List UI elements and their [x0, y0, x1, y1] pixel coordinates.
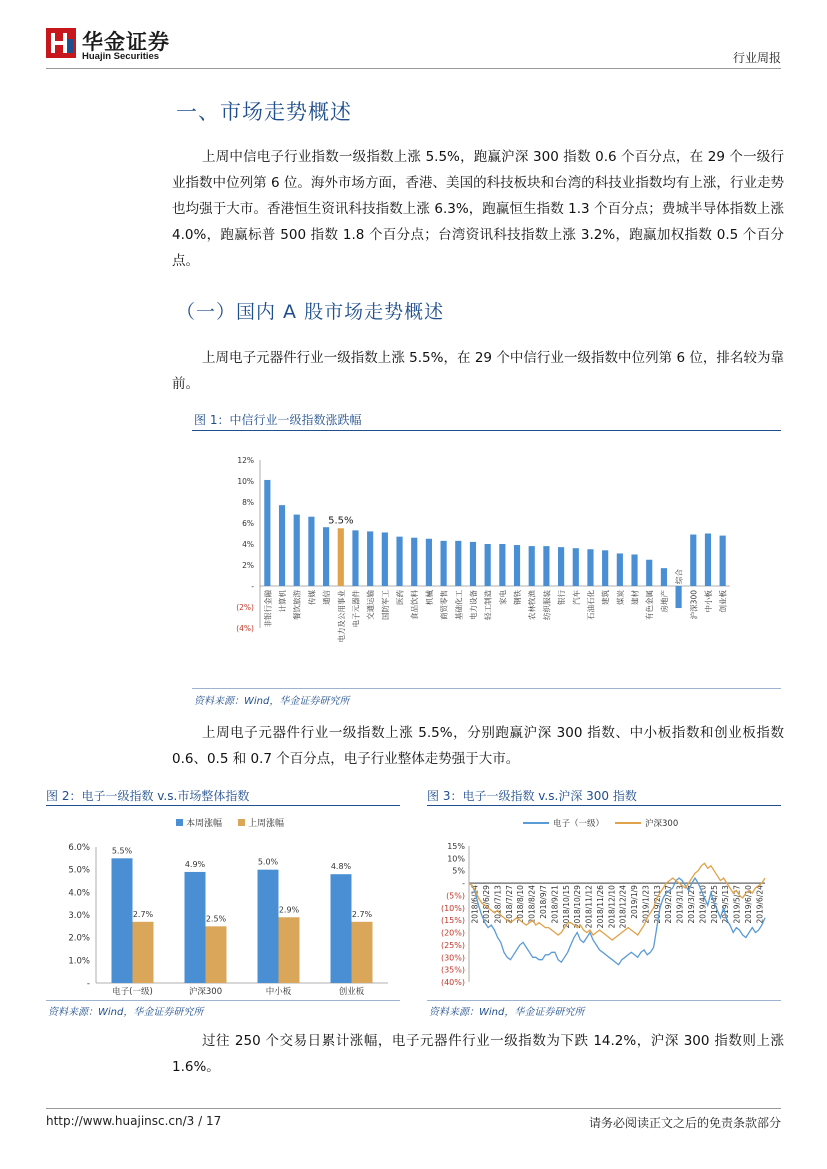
bar-创业板 [720, 536, 726, 586]
figure1-source-rule [192, 688, 781, 689]
y-tick-label: (40%) [440, 978, 465, 987]
x-tick-label: 2018/12/10 [607, 885, 617, 929]
x-tick-label: 2018/6/14 [470, 885, 480, 924]
bar-电力设备 [470, 542, 476, 586]
x-tick-label: 2018/7/27 [504, 885, 514, 924]
figure2-source-rule [46, 1000, 400, 1001]
x-tick-label: 2019/5/27 [732, 885, 742, 924]
bar-汽车 [573, 548, 579, 586]
x-tick-label: 纺织服装 [542, 590, 552, 620]
y-tick-label: (35%) [440, 965, 465, 975]
bar-非银行金融 [264, 480, 270, 586]
legend-label-electronics: 电子（一级） [553, 819, 605, 829]
y-tick-label: 4.0% [68, 888, 90, 899]
figure2-chart [46, 809, 400, 999]
x-tick-label: 基础化工 [454, 590, 464, 620]
bar-餐饮旅游 [294, 515, 300, 586]
x-tick-label: 2018/11/12 [584, 885, 594, 929]
y-tick-label: (10%) [440, 903, 465, 913]
y-tick-label: 6% [242, 519, 254, 528]
legend-swatch-last-week [238, 819, 245, 826]
y-tick-label: 3.0% [68, 911, 90, 921]
x-tick-label: 电子元器件 [351, 590, 361, 628]
x-tick-label: 医药 [395, 590, 405, 605]
bar-煤炭 [617, 553, 623, 586]
bar-机械 [426, 539, 432, 586]
x-tick-label: 建材 [630, 590, 640, 605]
bar-建筑 [602, 550, 608, 586]
bar-data-label: 2.7% [132, 909, 154, 919]
x-tick-label: 有色金属 [645, 590, 655, 620]
section-heading-a-share: （一）国内 A 股市场走势概述 [176, 301, 445, 323]
x-tick-label: 电力设备 [468, 590, 478, 620]
y-tick-label: 6.0% [68, 843, 90, 853]
x-tick-label: 家电 [498, 590, 508, 605]
a-share-ranking-text: 上周电子元器件行业一级指数上涨 5.5%，在 29 个中信行业一级指数中位列第 6 位，排名较为靠前。 [172, 350, 784, 392]
x-tick-label: 2019/1/9 [630, 885, 640, 919]
x-tick-label: 2019/3/13 [675, 885, 685, 924]
y-tick-label: 15% [447, 842, 465, 851]
x-tick-label: 2018/10/15 [561, 885, 571, 929]
figure2-source: 资料来源：Wind，华金证券研究所 [48, 1007, 204, 1018]
bar-data-label: 4.9% [184, 859, 206, 869]
x-tick-label: 食品饮料 [410, 590, 420, 620]
bar-通信 [323, 527, 329, 586]
x-tick-label: 沪深300 [689, 590, 699, 620]
x-tick-label: 轻工制造 [483, 590, 493, 620]
y-tick-label: 10% [237, 477, 254, 486]
report-type-label: 行业周报 [732, 51, 781, 65]
y-tick-label: 4% [242, 540, 254, 549]
bar-交通运输 [367, 531, 373, 586]
x-tick-label: 2019/5/13 [721, 885, 731, 924]
y-tick-label: - [251, 582, 254, 591]
bar-国防军工 [382, 532, 388, 586]
x-tick-label: 国防军工 [380, 590, 390, 620]
x-tick-label: 2019/6/24 [755, 885, 765, 924]
bar-上周涨幅-沪深300 [206, 926, 227, 983]
bar-传媒 [308, 517, 314, 586]
x-tick-label: 交通运输 [366, 590, 376, 620]
y-tick-label: - [462, 879, 465, 889]
outperform-text: 上周电子元器件行业一级指数上涨 5.5%，分别跑赢沪深 300 指数、中小板指数和创业板指数 0.6、0.5 和 0.7 个百分点，电子行业整体走势强于大市。 [172, 725, 784, 767]
bar-data-label: 2.7% [351, 909, 373, 919]
x-tick-label: 石油石化 [586, 590, 596, 620]
x-tick-label: 电子(一级) [112, 987, 153, 997]
y-tick-label: 1.0% [68, 956, 90, 967]
x-tick-label: 综合 [674, 569, 684, 584]
bar-房地产 [661, 568, 667, 586]
footer-url-page[interactable] [46, 1114, 221, 1128]
x-tick-label: 计算机 [278, 590, 288, 613]
section2-paragraph-1 [172, 345, 784, 397]
bar-农林牧渔 [529, 546, 535, 586]
bar-基础化工 [455, 541, 461, 586]
x-tick-label: 汽车 [571, 590, 581, 605]
legend-label-last-week: 上周涨幅 [248, 819, 285, 829]
y-tick-label: (20%) [440, 928, 465, 938]
x-tick-label: 餐饮旅游 [292, 590, 302, 620]
x-tick-label: 机械 [424, 590, 434, 605]
bar-本周涨幅-沪深300 [185, 872, 206, 983]
x-tick-label: 传媒 [307, 590, 317, 605]
x-tick-label: 2018/9/21 [550, 885, 560, 924]
bar-data-label: 2.9% [278, 905, 300, 915]
y-tick-label: 12% [237, 456, 254, 465]
x-tick-label: 电力及公用事业 [336, 590, 346, 643]
figure1-title: 图 1：中信行业一级指数涨跌幅 [194, 413, 362, 427]
y-tick-label: 8% [242, 498, 254, 507]
bar-建材 [631, 555, 637, 587]
y-tick-label: - [86, 979, 90, 989]
y-tick-label: (25%) [440, 940, 465, 950]
footer-url[interactable]: http://www.huajinsc.cn/ [46, 1114, 187, 1128]
x-tick-label: 煤炭 [615, 590, 625, 605]
bar-本周涨幅-中小板 [258, 870, 279, 983]
x-tick-label: 创业板 [338, 987, 365, 997]
bar-纺织服装 [543, 546, 549, 586]
figure1-chart [192, 436, 781, 686]
highlight-data-label: 5.5% [328, 515, 354, 527]
bar-沪深300 [690, 535, 696, 586]
figure1-title-rule [192, 430, 781, 431]
bar-本周涨幅-创业板 [331, 874, 352, 983]
figure1-source: 资料来源：Wind，华金证券研究所 [194, 696, 350, 707]
y-tick-label: 5.0% [68, 865, 90, 876]
x-tick-label: 2018/12/24 [618, 885, 628, 929]
bar-data-label: 5.0% [257, 857, 279, 867]
bar-计算机 [279, 505, 285, 586]
y-tick-label: (30%) [440, 953, 465, 963]
section-heading-market-overview: 一、市场走势概述 [176, 100, 352, 124]
y-tick-label: (4%) [236, 624, 254, 633]
bar-电子元器件 [352, 530, 358, 586]
x-tick-label: 银行 [557, 590, 567, 605]
header-divider [46, 68, 781, 69]
section1-paragraph [172, 144, 784, 274]
x-tick-label: 2019/1/23 [641, 885, 651, 924]
figure3-title-rule [427, 805, 781, 806]
x-tick-label: 商贸零售 [439, 590, 449, 620]
x-tick-label: 2018/10/29 [573, 885, 583, 929]
y-tick-label: (5%) [446, 891, 465, 901]
figure2-title-rule [46, 805, 400, 806]
bar-data-label: 4.8% [330, 862, 352, 872]
footer-page-number: 3 / 17 [186, 1114, 222, 1128]
figure3-title: 图 3：电子一级指数 v.s.沪深 300 指数 [427, 789, 637, 803]
footer-divider [46, 1108, 781, 1109]
x-tick-label: 房地产 [659, 590, 669, 613]
bar-商贸零售 [441, 541, 447, 586]
x-tick-label: 2019/3/27 [687, 885, 696, 924]
bar-本周涨幅-电子(一级) [112, 858, 133, 983]
logo-english-name: Huajin Securities [82, 51, 160, 62]
x-tick-label: 2019/4/25 [709, 885, 719, 924]
x-tick-label: 钢铁 [513, 590, 523, 605]
section2-paragraph-3 [172, 1028, 784, 1080]
y-tick-label: 2.0% [68, 933, 90, 944]
bar-有色金属 [646, 560, 652, 586]
y-tick-label: 10% [447, 854, 465, 864]
x-tick-label: 非银行金融 [263, 590, 273, 628]
legend-swatch-this-week [176, 819, 183, 826]
bar-银行 [558, 547, 564, 586]
legend-label-hs300: 沪深300 [645, 819, 679, 829]
bar-上周涨幅-中小板 [279, 917, 300, 983]
y-tick-label: (2%) [236, 603, 254, 612]
bar-轻工制造 [485, 544, 491, 586]
footer-disclaimer: 请务必阅读正文之后的免责条款部分 [588, 1116, 781, 1130]
bar-食品饮料 [411, 538, 417, 586]
x-tick-label: 中小板 [703, 590, 713, 613]
y-tick-label: 5% [452, 866, 465, 876]
figure3-source-rule [427, 1000, 781, 1001]
x-tick-label: 2018/8/24 [527, 885, 537, 924]
x-tick-label: 创业板 [718, 590, 728, 613]
x-tick-label: 农林牧渔 [527, 590, 537, 620]
bar-电力及公用事业 [338, 528, 344, 586]
x-tick-label: 2018/7/13 [493, 885, 503, 924]
bar-综合 [676, 586, 682, 608]
x-tick-label: 2018/8/10 [516, 885, 526, 924]
x-tick-label: 沪深300 [188, 987, 223, 997]
x-tick-label: 2018/6/29 [482, 885, 492, 924]
market-overview-text: 上周中信电子行业指数一级指数上涨 5.5%，跑赢沪深 300 指数 0.6 个百分点，在 29 个一级行业指数中位列第 6 位。海外市场方面，香港、美国的科技板块和台湾的科技业指数均有上涨，行业走势也均强于大市。香港恒生资讯科技指数上涨 6.3%，跑赢恒生指数 1.3 个百分点；费城半导体指数上涨 4.0%，跑赢标普 500 指数 1.8 个百分点；台湾资讯科技指数上涨 3.2%，跑赢加权指数 0.5 个百分点。 [172, 149, 784, 269]
x-tick-label: 2018/9/7 [539, 885, 548, 919]
cumulative-return-text: 过往 250 个交易日累计涨幅，电子元器件行业一级指数为下跌 14.2%，沪深 300 指数则上涨 1.6%。 [172, 1033, 784, 1075]
x-tick-label: 中小板 [265, 987, 292, 997]
y-tick-label: (15%) [440, 916, 465, 926]
x-tick-label: 2019/4/10 [698, 885, 708, 924]
x-tick-label: 2018/11/26 [595, 885, 605, 929]
bar-中小板 [705, 534, 711, 587]
x-tick-label: 2019/6/10 [743, 885, 753, 924]
figure3-source: 资料来源：Wind，华金证券研究所 [429, 1007, 585, 1018]
huajin-logo-icon [46, 28, 76, 58]
x-tick-label: 通信 [322, 590, 332, 605]
y-tick-label: 2% [242, 561, 254, 570]
bar-医药 [396, 537, 402, 586]
x-tick-label: 建筑 [601, 590, 611, 605]
bar-data-label: 5.5% [111, 846, 133, 856]
x-tick-label: 2019/2/13 [652, 885, 662, 924]
figure2-title: 图 2：电子一级指数 v.s.市场整体指数 [46, 789, 250, 803]
bar-data-label: 2.5% [205, 914, 227, 924]
bar-石油石化 [587, 549, 593, 586]
legend-label-this-week: 本周涨幅 [186, 819, 223, 829]
bar-家电 [499, 544, 505, 586]
bar-上周涨幅-电子(一级) [133, 922, 154, 983]
logo-chinese-name: 华金证券 [82, 30, 170, 54]
bar-钢铁 [514, 545, 520, 586]
section2-paragraph-2 [172, 720, 784, 772]
bar-上周涨幅-创业板 [352, 922, 373, 983]
x-tick-label: 2019/2/27 [664, 885, 674, 924]
figure3-chart [427, 809, 781, 999]
